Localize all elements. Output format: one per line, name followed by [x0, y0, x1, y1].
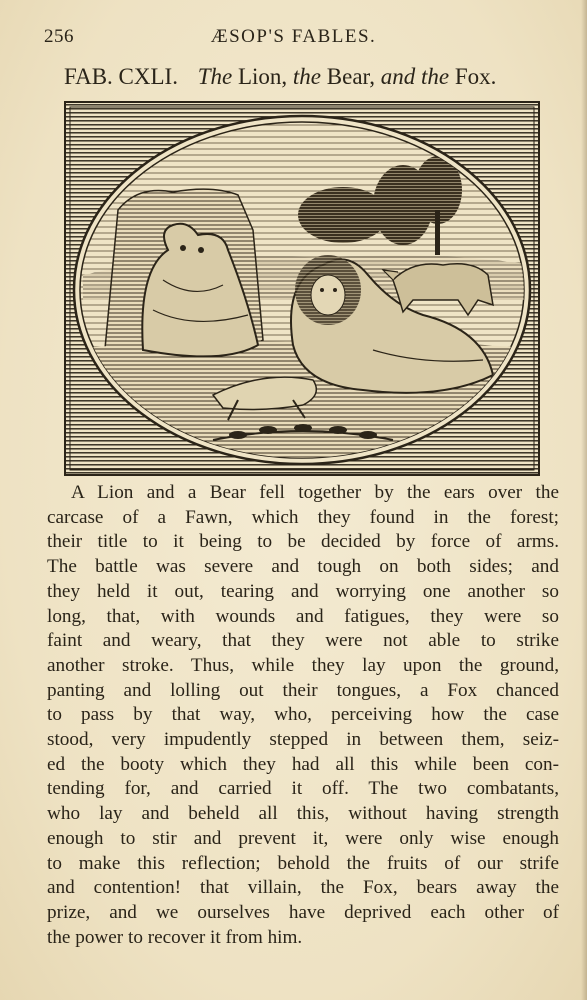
title-word-bear: Bear,: [326, 64, 376, 89]
running-head: [44, 26, 543, 50]
fable-body: [47, 481, 559, 950]
running-title: ÆSOP'S FABLES.: [210, 26, 377, 47]
body-line-7: faint and weary, that they were not able to strike: [47, 630, 559, 652]
body-line-6: long, that, with wounds and fatigues, they were so: [47, 605, 559, 627]
body-line-18: prize, and we ourselves have deprived each other of: [47, 901, 559, 923]
fable-number: FAB. CXLI.: [64, 64, 178, 89]
body-line-16: to make this reflection; behold the fruits of our strife: [47, 852, 559, 874]
body-line-5: they held it out, tearing and worrying one another so: [47, 580, 559, 602]
body-line-10: to pass by that way, who, perceiving how the case: [47, 704, 559, 726]
body-line-19: the power to recover it from him.: [47, 926, 303, 948]
body-line-3: their title to it being to be decided by force of arms.: [47, 531, 559, 553]
body-line-2: carcase of a Fawn, which they found in the forest;: [47, 506, 559, 528]
body-line-4: The battle was severe and tough on both sides; and: [47, 556, 559, 578]
title-word-the: The: [197, 64, 233, 89]
page-number: 256: [44, 26, 74, 47]
body-line-8: another stroke. Thus, while they lay upon the ground,: [47, 654, 559, 676]
body-line-14: who lay and beheld all this, without having strength: [47, 803, 559, 825]
title-word-lion: Lion,: [237, 64, 288, 89]
page-edge-shadow: [581, 0, 587, 1000]
body-line-17: and contention! that villain, the Fox, bears away the: [47, 877, 559, 899]
body-line-13: tending for, and carried it off. The two combatants,: [47, 778, 559, 800]
body-line-1: A Lion and a Bear fell together by the ears over the: [71, 482, 559, 503]
body-line-9: panting and lolling out their tongues, a Fox chanced: [47, 679, 559, 701]
title-word-the-2: the: [292, 64, 322, 89]
body-line-12: ed the booty which they had all this while been con-: [47, 753, 559, 775]
title-word-fox: Fox.: [454, 64, 497, 89]
woodcut-illustration: [63, 100, 541, 477]
body-line-15: enough to stir and prevent it, were only wise enough: [47, 827, 559, 849]
title-word-and-the: and the: [380, 64, 450, 89]
body-line-11: stood, very impudently stepped in between them, seiz-: [47, 729, 559, 751]
fable-heading: [64, 64, 543, 90]
woodcut-svg: [63, 100, 541, 477]
